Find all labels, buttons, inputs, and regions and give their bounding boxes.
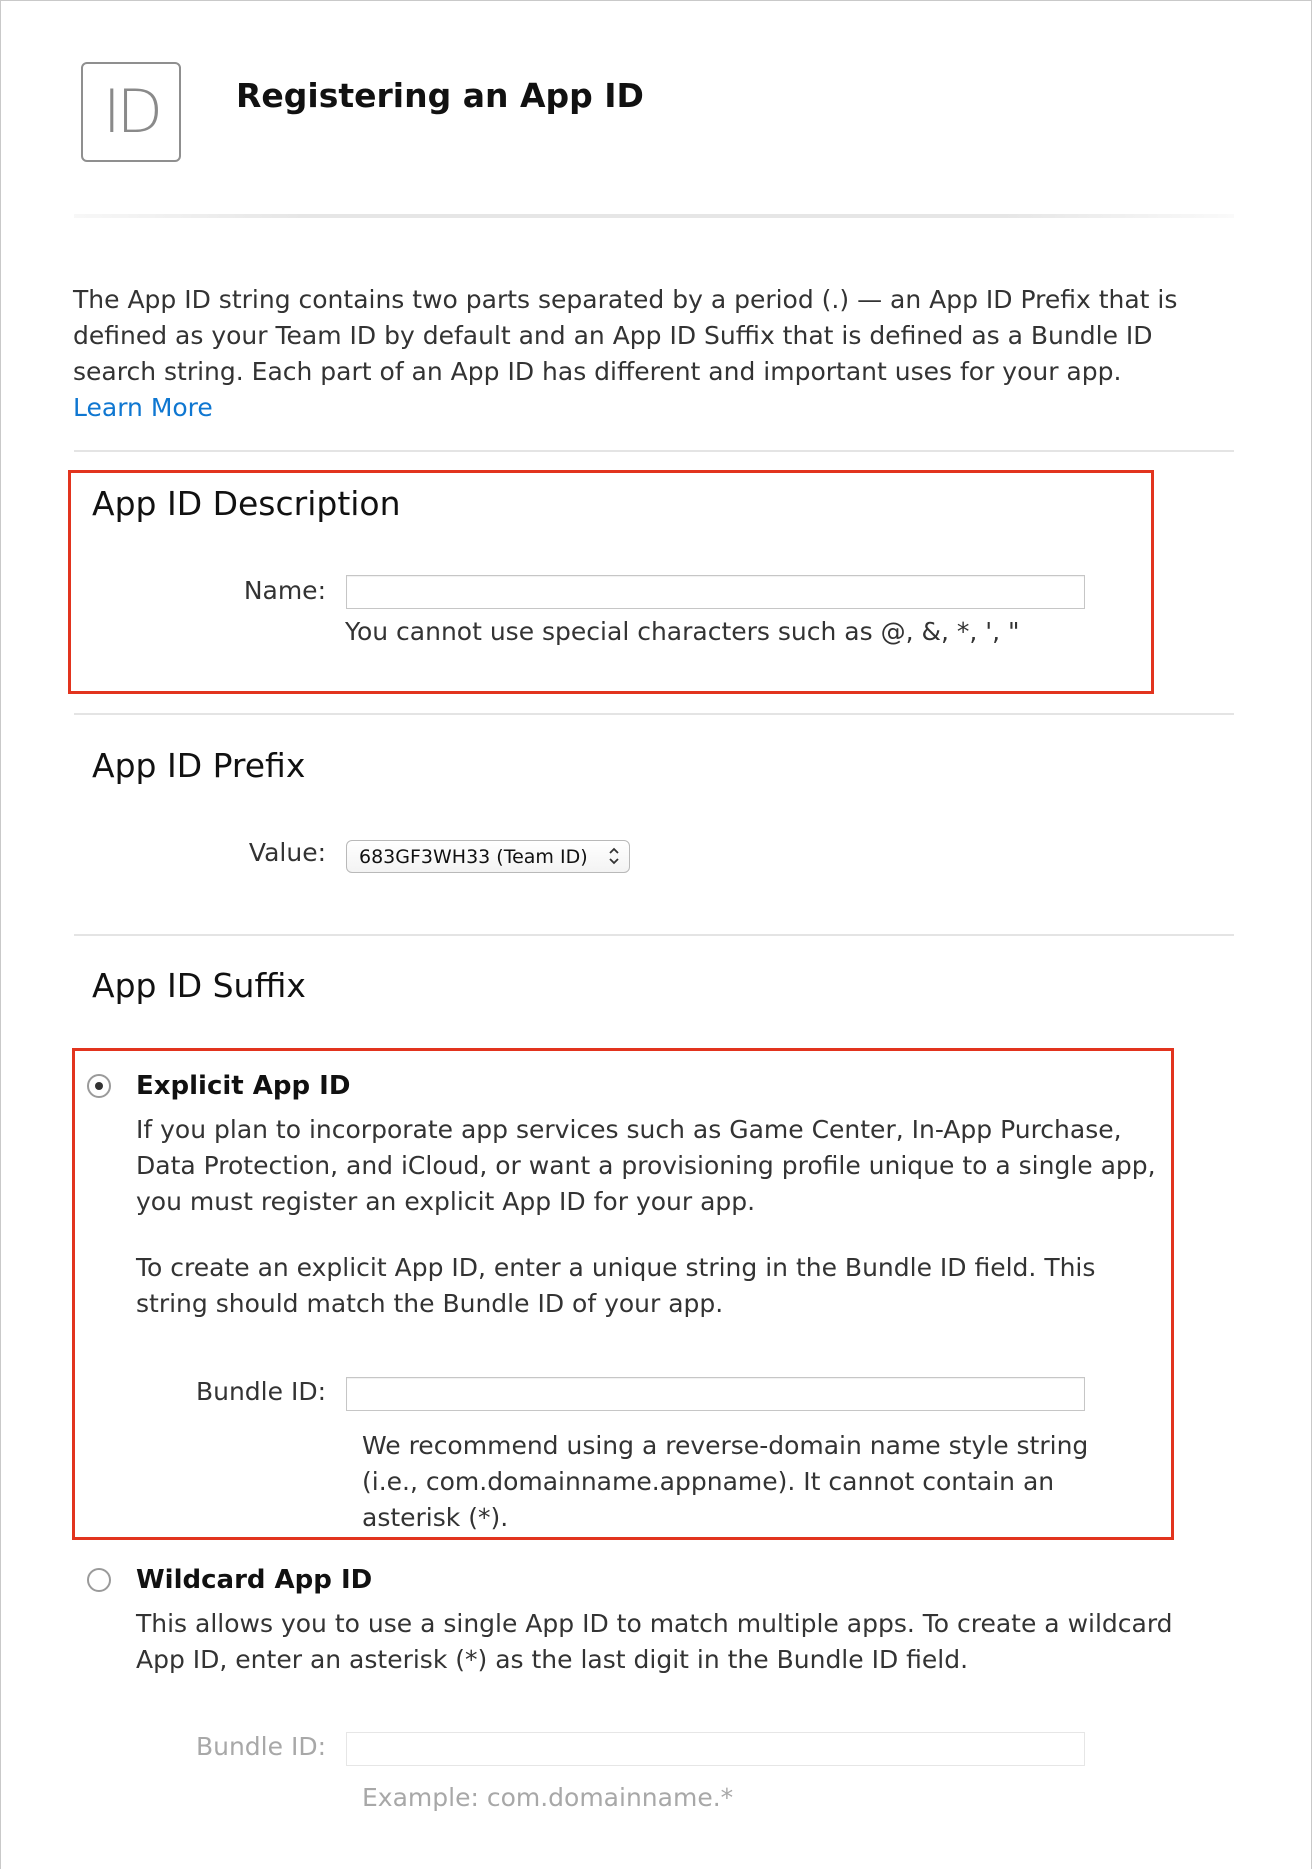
radio-unselected-icon[interactable] [87,1568,111,1592]
up-down-chevron-icon [607,844,621,868]
intro-text: The App ID string contains two parts separated by a period (.) — an App ID Prefix that is defined as your Team ID by default and an App ID Suffix that is defined as a Bundle ID search string. Each part of an App ID has different and important uses for your app. [73,285,1178,386]
section-divider [74,450,1234,452]
team-id-select[interactable] [346,840,630,873]
intro-paragraph [73,282,1193,426]
app-id-prefix-heading: App ID Prefix [92,746,306,785]
explicit-bundle-id-input[interactable] [346,1377,1085,1411]
app-id-icon [81,62,181,162]
explicit-app-id-description: If you plan to incorporate app services such as Game Center, In-App Purchase, Data Protection, and iCloud, or want a provisioning profile unique to a single app, you must register an explicit App ID for your app. [136,1115,1156,1216]
app-id-icon-label: ID [103,77,159,147]
app-id-description-heading: App ID Description [92,484,401,523]
wildcard-app-id-description: This allows you to use a single App ID to match multiple apps. To create a wildcard App ID, enter an asterisk (*) as the last digit in the Bundle ID field. [136,1609,1173,1674]
page-title: Registering an App ID [236,76,644,115]
app-id-suffix-heading: App ID Suffix [92,966,306,1005]
header-divider [74,214,1234,218]
team-id-select-value: 683GF3WH33 (Team ID) [359,845,588,868]
bundle-id-label: Bundle ID: [195,1377,326,1406]
name-label: Name: [243,576,326,605]
name-input[interactable] [346,575,1085,609]
learn-more-link[interactable]: Learn More [73,393,213,422]
wildcard-app-id-label: Wildcard App ID [136,1565,373,1595]
radio-selected-icon[interactable] [87,1074,111,1098]
wildcard-bundle-id-hint: Example: com.domainname.* [362,1783,734,1812]
section-divider [74,934,1234,936]
value-label: Value: [248,838,326,867]
explicit-app-id-instructions: To create an explicit App ID, enter a unique string in the Bundle ID field. This string should match the Bundle ID of your app. [136,1253,1096,1318]
bundle-id-hint: We recommend using a reverse-domain name style string (i.e., com.domainname.appname). It cannot contain an asterisk (*). [362,1431,1089,1532]
wildcard-bundle-id-label: Bundle ID: [195,1732,326,1761]
radio-dot [95,1082,103,1090]
explicit-app-id-label: Explicit App ID [136,1071,351,1101]
section-divider [74,713,1234,715]
name-hint: You cannot use special characters such as @, &, *, ', " [345,617,1020,646]
wildcard-bundle-id-input[interactable] [346,1732,1085,1766]
